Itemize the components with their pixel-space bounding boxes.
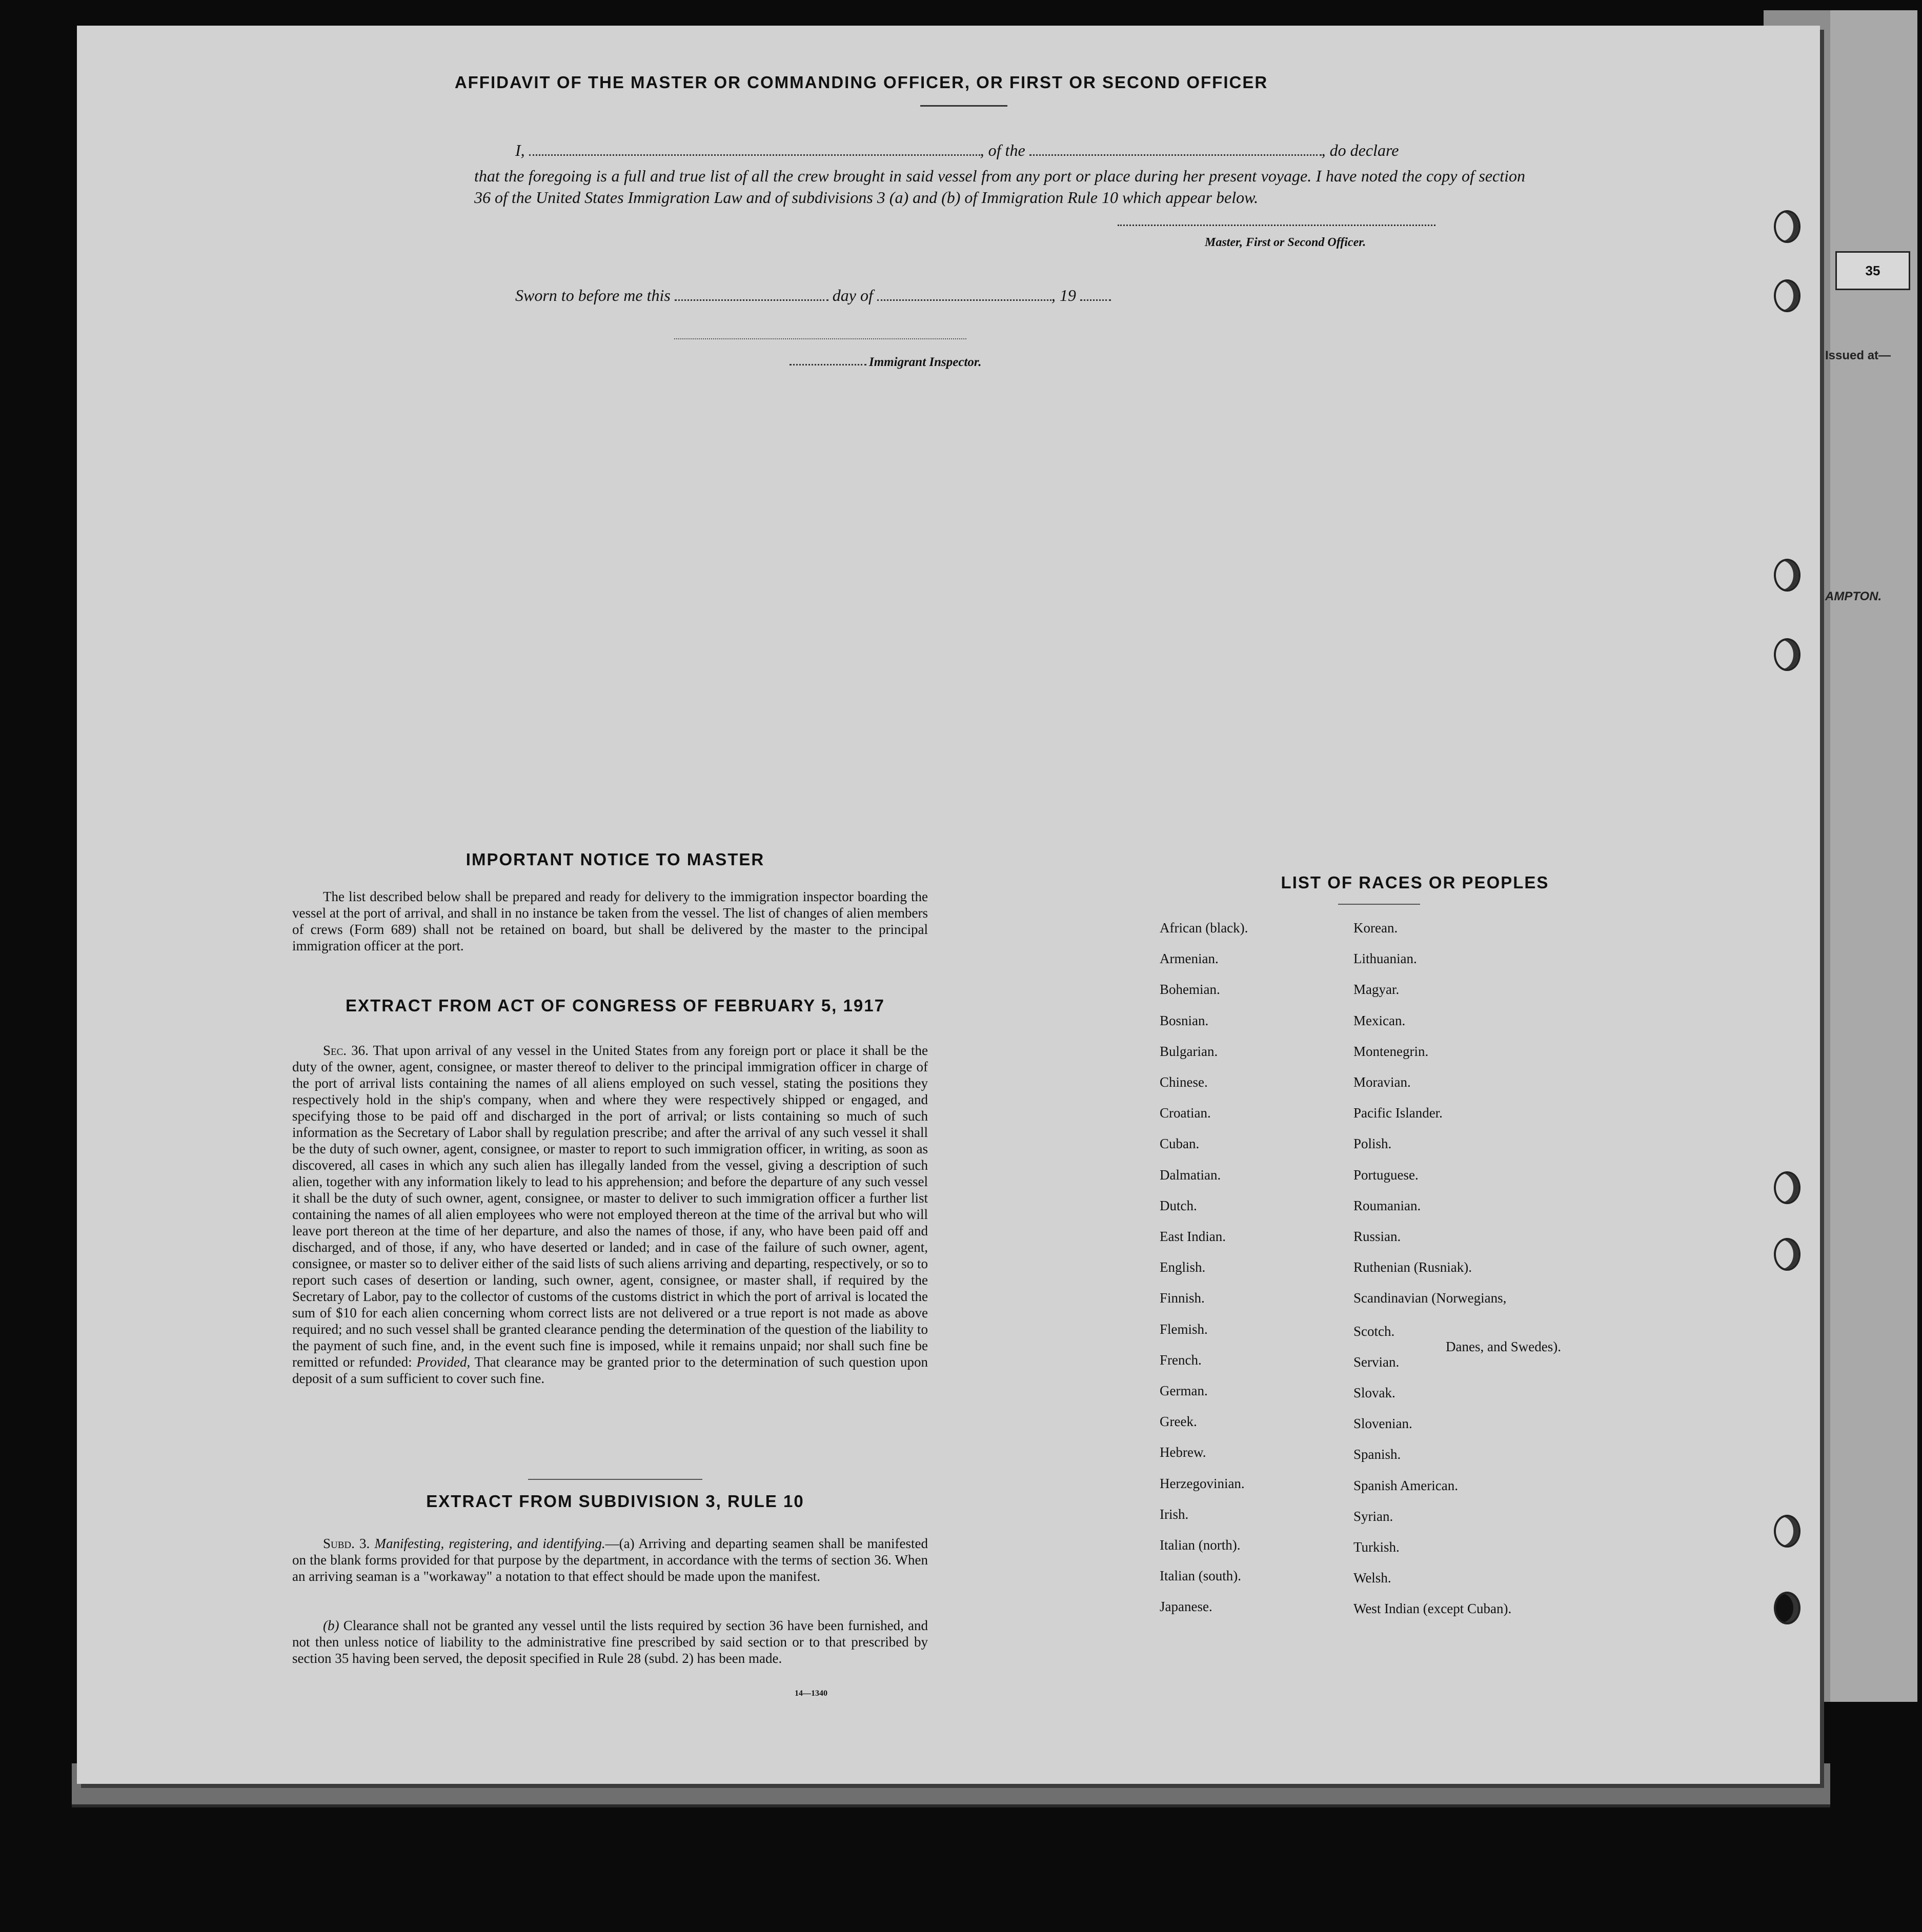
inspector-caption: Immigrant Inspector. <box>869 355 982 369</box>
rule-subd-label: Subd. 3. <box>323 1536 370 1551</box>
race-item: Bulgarian. <box>1160 1043 1218 1059</box>
race-item: Slovenian. <box>1353 1416 1412 1432</box>
race-item: Hebrew. <box>1160 1445 1206 1460</box>
race-item: Turkish. <box>1353 1539 1400 1555</box>
race-item: Scandinavian (Norwegians, <box>1353 1290 1507 1306</box>
binder-hole <box>1774 210 1800 243</box>
race-item: Moravian. <box>1353 1074 1411 1090</box>
binder-hole <box>1774 638 1800 671</box>
vessel-name-blank[interactable] <box>1029 154 1322 156</box>
rule-title: EXTRACT FROM SUBDIVISION 3, RULE 10 <box>426 1492 804 1511</box>
notice-title: IMPORTANT NOTICE TO MASTER <box>466 850 765 869</box>
rule-subd-title: Manifesting, registering, and identifying. <box>374 1536 605 1551</box>
race-item: Irish. <box>1160 1506 1189 1522</box>
races-title-rule <box>1338 904 1420 905</box>
form-number: 14—1340 <box>795 1689 827 1698</box>
race-item: Armenian. <box>1160 951 1219 967</box>
rule-part-a: —(a) Arriving and departing seamen shall be manifested on the blank forms provided for that purpose by the department, in accordance with the terms of section 36. When an arriving seaman is a "workaway" a notation to that effect should be made upon the manifest. <box>292 1536 928 1584</box>
race-item: Cuban. <box>1160 1136 1200 1152</box>
race-item: Ruthenian (Rusniak). <box>1353 1259 1472 1275</box>
sworn-divider <box>674 338 966 339</box>
race-right-continuation: Danes, and Swedes). <box>1446 1339 1561 1354</box>
race-item: Syrian. <box>1353 1508 1393 1524</box>
rule-part-b-section <box>292 1617 928 1666</box>
race-item: French. <box>1160 1352 1202 1368</box>
race-item: Pacific Islander. <box>1353 1105 1443 1121</box>
race-item: Portuguese. <box>1353 1167 1419 1183</box>
master-signature-caption: Master, First or Second Officer. <box>1205 236 1366 249</box>
race-item: Dutch. <box>1160 1197 1197 1213</box>
race-item: German. <box>1160 1383 1208 1398</box>
act-body-end: That clearance may be granted prior to the determination of such question upon deposit of a sum sufficient to cover such fine. <box>292 1354 928 1386</box>
act-body-section <box>292 1042 928 1387</box>
underlying-handwriting: AMPTON. <box>1825 589 1882 603</box>
race-item: Mexican. <box>1353 1012 1406 1028</box>
race-item: Lithuanian. <box>1353 951 1417 967</box>
year-label: , 19 <box>1051 286 1076 304</box>
race-item: Russian. <box>1353 1229 1401 1244</box>
rule-part-b-label: (b) <box>323 1618 339 1633</box>
race-item: Welsh. <box>1353 1570 1391 1586</box>
race-item: Chinese. <box>1160 1074 1208 1090</box>
race-item: Italian (north). <box>1160 1537 1241 1553</box>
race-item: Spanish American. <box>1353 1477 1458 1493</box>
race-item: English. <box>1160 1259 1206 1275</box>
rule-part-b: Clearance shall not be granted any vessel until the lists required by section 36 have been furnished, and not then unless notice of liability to the administrative fine prescribed by said section or to that prescribed by section 35 having been served, the deposit specified in Rule 28 (subd. 2) has been made. <box>292 1618 928 1666</box>
act-body: That upon arrival of any vessel in the United States from any foreign port or place it shall be the duty of the owner, agent, consignee, or master thereof to deliver to the principal immigration officer in charge of the port of arrival lists containing the names of all aliens employed on such vessel, stating the positions they respectively hold in the ship's company, when and where they were respectively shipped or engaged, and specifying those to be paid off and discharged in the port of arrival; or lists containing so much of such information as the Secretary of Labor shall by regulation prescribe; and after the arrival of any such vessel it shall be the duty of such owner, agent, consignee, or master to report to such immigration officer, in writing, as soon as discovered, all cases in which any such alien has illegally landed from the vessel, giving a description of such alien, together with any information likely to lead to his apprehension; and before the departure of any such vessel it shall be the duty of such owner, agent, consignee, or master to deliver to such immigration officer a further list containing the names of all alien employees who were not employed thereon at the time of the arrival but who will leave port thereon at the time of her departure, and also the names of those, if any, who have been paid off and discharged, and of those, if any, who have deserted or landed; and in case of the failure of such owner, agent, consignee, or master so to deliver either of the said lists of such aliens arriving and departing, respectively, or so to report such cases of desertion or landing, such owner, agent, consignee, or master shall, if required by the Secretary of Labor, pay to the collector of customs of the customs district in which the port of arrival is located the sum of $10 for each alien concerning whom correct lists are not delivered or a true report is not made as above required; and no such vessel shall be granted clearance pending the determination of the question of the liability to the payment of such fine, and, in the event such fine is imposed, while it remains unpaid; nor shall such fine be remitted or refunded: <box>292 1043 928 1370</box>
sworn-label: Sworn to before me this <box>515 286 671 304</box>
affidavit-i-label: I, <box>515 141 525 159</box>
race-item: Magyar. <box>1353 982 1400 998</box>
race-item: Roumanian. <box>1353 1197 1421 1213</box>
binder-hole <box>1774 1592 1800 1624</box>
affidavit-declaration-line <box>515 141 1520 160</box>
affidavit-title-rule <box>920 105 1007 107</box>
race-item: Italian (south). <box>1160 1568 1241 1584</box>
binder-hole <box>1774 279 1800 312</box>
inspector-signature-blank[interactable] <box>790 364 866 365</box>
binder-hole <box>1774 1515 1800 1548</box>
race-item: West Indian (except Cuban). <box>1353 1601 1512 1617</box>
race-item: Croatian. <box>1160 1105 1211 1121</box>
form-page <box>77 26 1820 1784</box>
race-item: Finnish. <box>1160 1290 1205 1306</box>
underlying-sheet-number: 35 <box>1835 251 1910 290</box>
race-item: Spanish. <box>1353 1447 1401 1462</box>
race-item: Bohemian. <box>1160 982 1220 998</box>
rule-part-a-section <box>292 1535 928 1584</box>
race-item: Flemish. <box>1160 1321 1208 1337</box>
race-item: Korean. <box>1353 920 1398 936</box>
binder-hole <box>1774 1171 1800 1204</box>
master-signature-blank[interactable] <box>1118 225 1435 226</box>
act-provided-label: Provided, <box>416 1354 471 1370</box>
act-section-label: Sec. 36. <box>323 1043 369 1058</box>
sworn-line <box>515 286 1111 305</box>
race-item: Servian. <box>1353 1354 1400 1370</box>
binder-hole <box>1774 559 1800 592</box>
affidavit-of-the-label: , of the <box>980 141 1025 159</box>
race-item: Bosnian. <box>1160 1012 1209 1028</box>
sworn-year-blank[interactable] <box>1080 299 1111 301</box>
binder-hole <box>1774 1238 1800 1271</box>
day-of-label: day of <box>832 286 873 304</box>
races-title: LIST OF RACES OR PEOPLES <box>1281 873 1549 892</box>
sworn-month-blank[interactable] <box>877 299 1051 301</box>
race-item: Greek. <box>1160 1414 1197 1430</box>
race-item: African (black). <box>1160 920 1248 936</box>
race-item: Polish. <box>1353 1136 1392 1152</box>
notice-body: The list described below shall be prepared and ready for delivery to the immigration inspector boarding the vessel at the port of arrival, and shall in no instance be taken from the vessel. The list of changes of alien members of crews (Form 689) shall not be retained on board, but shall be delivered by the master to the principal immigration officer at the port. <box>292 889 928 953</box>
race-item: Dalmatian. <box>1160 1167 1221 1183</box>
race-item: East Indian. <box>1160 1229 1226 1244</box>
race-item: Herzegovinian. <box>1160 1475 1245 1491</box>
sworn-day-blank[interactable] <box>675 299 828 301</box>
affidavit-title: AFFIDAVIT OF THE MASTER OR COMMANDING OFFICER, OR FIRST OR SECOND OFFICER <box>454 73 1268 92</box>
race-item: Montenegrin. <box>1353 1043 1429 1059</box>
affidavit-do-declare-label: , do declare <box>1321 141 1399 159</box>
race-item: Scotch. <box>1353 1323 1395 1339</box>
affidavit-body: that the foregoing is a full and true list of all the crew brought in said vessel from any port or place during her present voyage. I have noted the copy of section 36 of the United States Immigration Law and of subdivisions 3 (a) and (b) of Immigration Rule 10 which appear below. <box>474 167 1525 207</box>
act-title: EXTRACT FROM ACT OF CONGRESS OF FEBRUARY 5, 1917 <box>346 996 885 1015</box>
act-divider <box>528 1479 702 1480</box>
master-name-blank[interactable] <box>529 154 980 156</box>
underlying-issued-label: Issued at— <box>1825 349 1891 362</box>
race-item: Japanese. <box>1160 1599 1212 1615</box>
race-item: Slovak. <box>1353 1385 1395 1400</box>
